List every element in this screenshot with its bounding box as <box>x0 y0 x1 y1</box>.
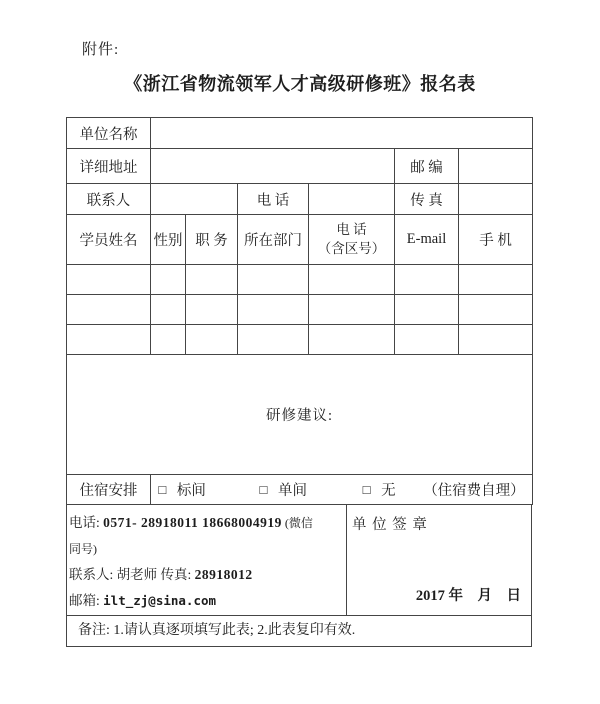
suggestion-label: 研修建议: <box>266 408 334 424</box>
phone-header-line2: （含区号） <box>317 240 386 256</box>
email-header: E-mail <box>395 215 459 265</box>
footer-contact-row <box>66 505 532 615</box>
wechat-note-part1: (微信 <box>281 516 313 530</box>
address-label: 详细地址 <box>67 149 151 184</box>
checkbox-no-room-icon: □ <box>362 482 371 497</box>
gender-header: 性别 <box>151 215 186 265</box>
organizer-phone-numbers: 0571- 28918011 18668004919 <box>103 515 282 530</box>
organizer-email-line <box>69 589 344 615</box>
student-empty-row-2 <box>67 295 533 325</box>
registration-form-table <box>66 117 532 647</box>
contact-person-blank-cell <box>151 184 238 215</box>
organizer-contact-cell <box>67 505 347 615</box>
row-students-header <box>67 215 533 265</box>
option-no-room-label: 无 <box>381 483 396 499</box>
attachment-label: 附件: <box>82 42 120 58</box>
phone-blank-cell <box>309 184 395 215</box>
option-standard-room <box>158 479 205 500</box>
organizer-person-fax-line <box>69 563 344 589</box>
fax-blank-cell <box>459 184 533 215</box>
row-unit-name <box>67 118 533 149</box>
seal-date: 2017 年 月 日 <box>415 588 521 604</box>
organizer-phone-prefix: 电话: <box>69 515 104 530</box>
accommodation-label: 住宿安排 <box>67 475 151 505</box>
student-empty-row-1 <box>67 265 533 295</box>
fax-label: 传 真 <box>395 184 459 215</box>
wechat-note-part2: 同号) <box>69 542 97 556</box>
organizer-person-fax-prefix: 联系人: 胡老师 传真: <box>69 567 195 582</box>
row-address <box>67 149 533 184</box>
phone-areacode-header <box>309 215 395 265</box>
phone-label: 电 话 <box>238 184 309 215</box>
contact-person-label: 联系人 <box>67 184 151 215</box>
mobile-header: 手 机 <box>459 215 533 265</box>
phone-header-line1: 电 话 <box>336 221 367 237</box>
remarks-row <box>66 615 532 647</box>
remarks-text: 备注: 1.请认真逐项填写此表; 2.此表复印有效. <box>78 623 356 638</box>
suggestion-cell <box>67 355 533 475</box>
option-single-room-label: 单间 <box>277 483 307 499</box>
row-suggestion <box>67 355 533 475</box>
department-header: 所在部门 <box>238 215 309 265</box>
postcode-label: 邮 编 <box>395 149 459 184</box>
unit-seal-label: 单 位 签 章 <box>352 517 428 533</box>
form-title: 《浙江省物流领军人才高级研修班》报名表 <box>124 74 476 94</box>
unit-name-blank-cell <box>151 118 533 149</box>
unit-seal-cell <box>347 505 531 615</box>
form-grid <box>66 117 533 505</box>
checkbox-single-room-icon: □ <box>259 482 268 497</box>
organizer-fax-number: 28918012 <box>194 567 253 582</box>
postcode-blank-cell <box>459 149 533 184</box>
option-single-room <box>259 479 306 500</box>
unit-name-label: 单位名称 <box>67 118 151 149</box>
position-header: 职 务 <box>186 215 238 265</box>
organizer-phone-line <box>69 511 344 537</box>
accommodation-note: （住宿费自理） <box>423 483 525 499</box>
accommodation-options-cell <box>151 475 533 505</box>
checkbox-standard-room-icon: □ <box>158 482 167 497</box>
organizer-email-address: ilt_zj@sina.com <box>103 593 217 608</box>
row-contact-person <box>67 184 533 215</box>
student-empty-row-3 <box>67 325 533 355</box>
student-name-header: 学员姓名 <box>67 215 151 265</box>
option-standard-room-label: 标间 <box>176 483 206 499</box>
address-blank-cell <box>151 149 395 184</box>
option-no-room <box>363 479 396 500</box>
row-accommodation <box>67 475 533 505</box>
organizer-email-prefix: 邮箱: <box>69 593 104 608</box>
